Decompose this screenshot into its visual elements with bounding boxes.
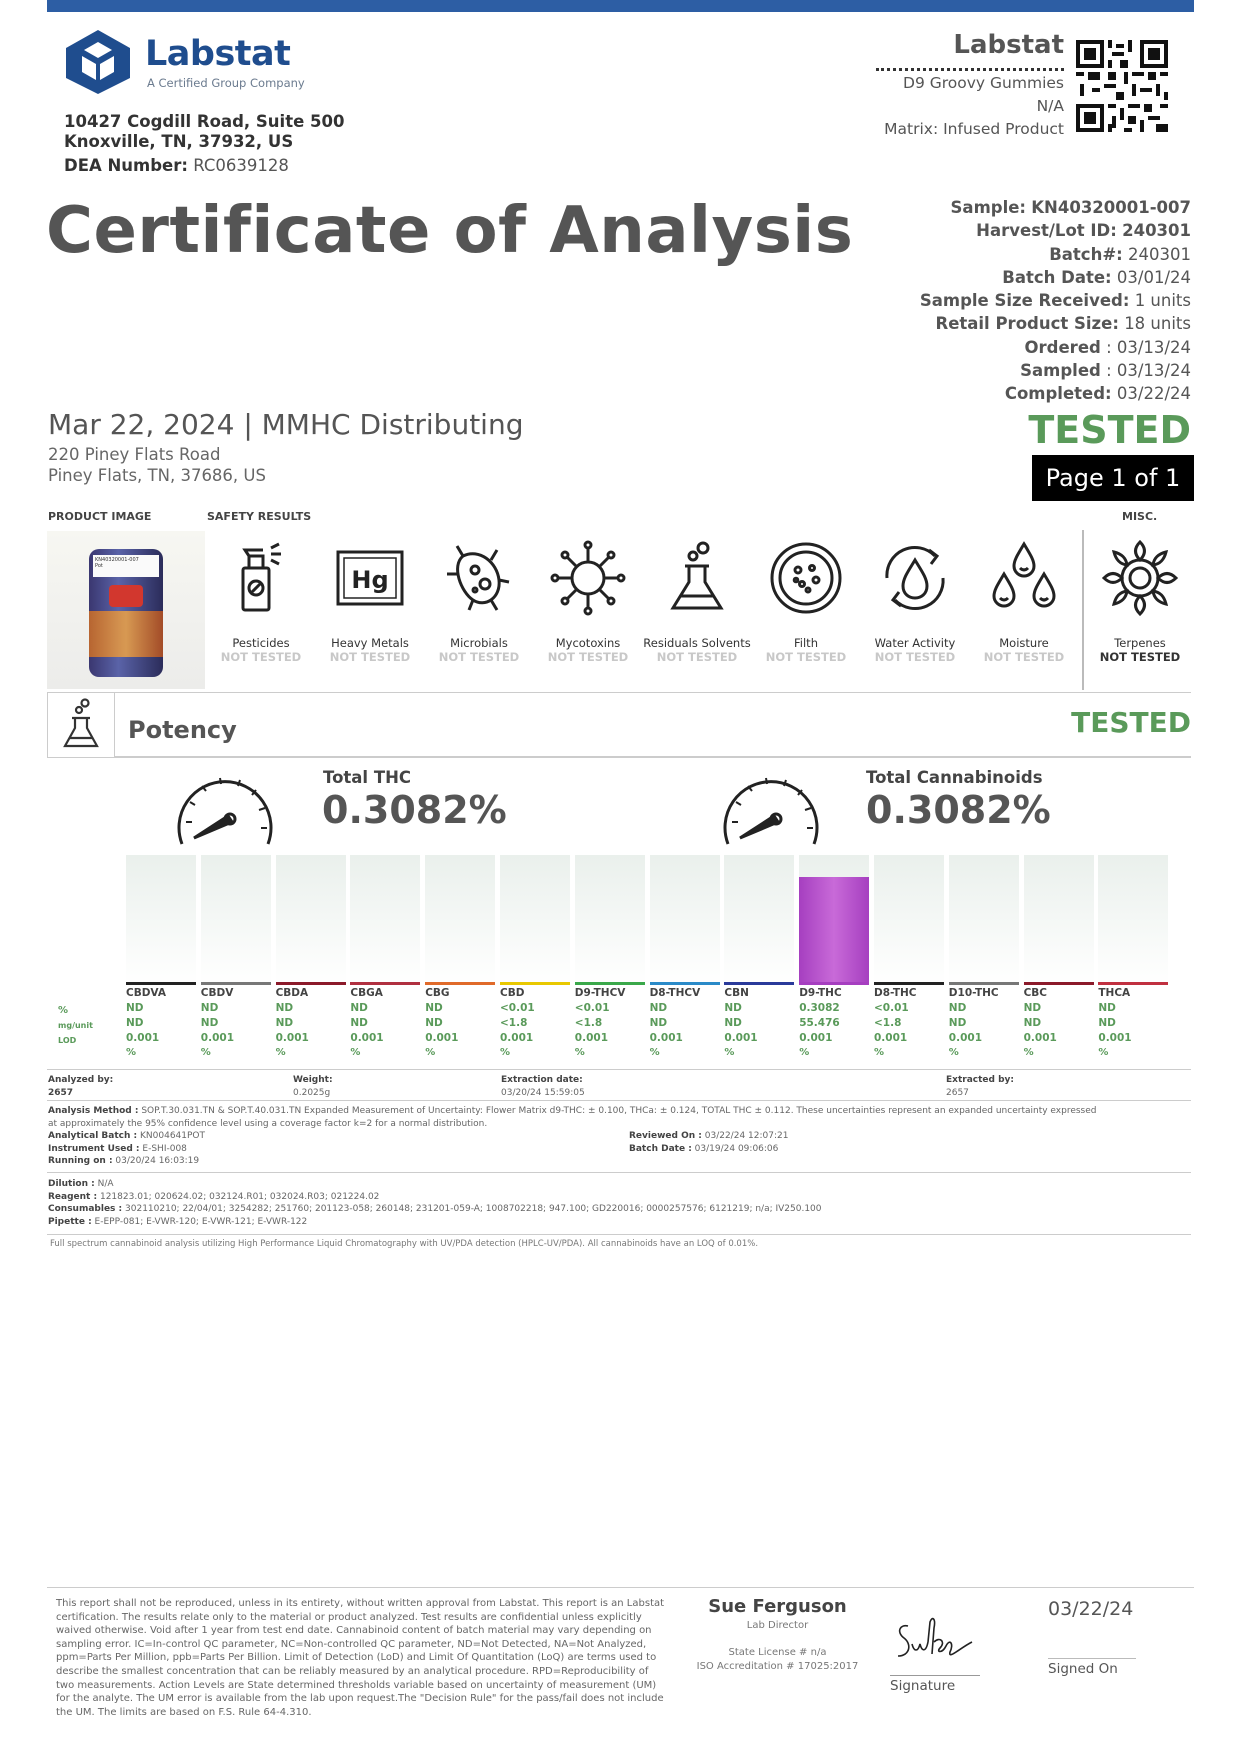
divider [47,1069,1191,1070]
batch-label: Analytical Batch : [48,1131,138,1141]
sample-info-row [920,289,1191,312]
analyte-lod: 0.001 [574,1032,609,1044]
bar-accent-line [350,982,420,985]
batch-value: KN004641POT [140,1131,205,1141]
safety-status: NOT TESTED [874,650,956,664]
bar-background [1024,855,1094,985]
analyte-mg-unit: <1.8 [574,1017,603,1029]
bar-background [650,855,720,985]
potency-title: Potency [128,716,237,744]
safety-status: NOT TESTED [656,650,738,664]
petri-dish-icon [766,538,846,618]
jar-sample-sub: Pot [95,563,103,569]
analyte-lod: 0.001 [874,1032,908,1044]
sample-info-value: KN40320001-007 [1031,198,1191,217]
safety-name: Residuals Solvents [643,636,751,650]
dilution-label: Dilution : [48,1179,95,1189]
reviewed-value: 03/22/24 12:07:21 [704,1131,789,1141]
analyte-mg-unit: <1.8 [500,1017,528,1029]
sample-info-value: 03/01/24 [1116,267,1191,287]
analyte-mg-unit: ND [1098,1017,1116,1029]
sample-info-value: 1 units [1134,291,1191,311]
sample-info-value: 240301 [1122,221,1191,241]
safety-status: NOT TESTED [220,650,302,664]
instrument-label: Instrument Used : [48,1143,140,1154]
sample-info-row [920,359,1191,382]
sample-info-row [920,312,1191,335]
analyte-lod-unit: % [350,1047,361,1058]
safety-name: Water Activity [874,636,956,650]
analyte-lod: 0.001 [500,1032,534,1044]
sample-info-label: Harvest/Lot ID: [976,221,1117,241]
sample-info-value: 240301 [1128,244,1191,264]
analyte-percent: ND [948,1002,967,1014]
analyte-mg-unit: 55.476 [799,1017,840,1029]
total-thc-value: 0.3082% [322,788,507,832]
bar-accent-line [201,982,271,985]
client-address-line2: Piney Flats, TN, 37686, US [48,466,266,485]
analyte-lod: 0.001 [724,1032,758,1044]
dilution-value: N/A [97,1179,114,1189]
running-label: Running on : [48,1156,113,1166]
analyte-mg-unit: ND [724,1017,742,1029]
bar-background [276,855,346,985]
safety-item-heavy-metals [316,538,424,664]
analyte-percent: ND [649,1002,668,1014]
flask-icon [657,538,737,618]
gauge-icon [170,768,280,858]
total-cannabinoids-value: 0.3082% [866,788,1051,832]
analyte-percent: ND [1023,1002,1042,1014]
analyte-lod-unit: % [649,1047,660,1058]
method-text-continued: at approximately the 95% confidence level using a coverage factor k=2 for a normal distribution. [48,1118,488,1129]
reagents-info [48,1178,822,1228]
signature-label: Signature [890,1678,956,1694]
sample-info-value: : 03/13/24 [1106,337,1191,357]
signer-role: Lab Director [746,1620,809,1631]
client-heading: Mar 22, 2024 | MMHC Distributing [48,408,524,441]
extraction-date-value: 03/20/24 15:59:05 [501,1087,585,1098]
sample-info-row [920,196,1191,219]
review-info [629,1130,788,1155]
top-accent-bar [47,0,1194,12]
analyte-percent: ND [425,1002,443,1014]
analyte-mg-unit: ND [948,1017,967,1029]
bar-accent-line [425,982,495,985]
instrument-value: E-SHI-008 [142,1143,187,1154]
signer-credentials [690,1646,865,1674]
safety-status: NOT TESTED [438,650,520,664]
signer-name: Sue Ferguson [708,1596,847,1617]
analyte-mg-unit: ND [1023,1017,1042,1029]
jar-product-band [89,611,163,657]
gauge-icon [716,768,826,858]
bar-accent-line [1098,982,1168,985]
analyte-lod-unit: % [574,1047,585,1058]
divider [47,1172,1191,1173]
jar-sample-id: KN40320001-007 [95,557,139,563]
sample-info-row [920,266,1191,289]
disclaimer: This report shall not be reproduced, unless in its entirety, without written approval from Labstat. This report is an Labstat certification. The results relate only to the material or product analyzed. Test results are confidential unless explicitly waived otherwise. Void after 1 year from test end date. Cannabinoid content of batch material may vary depending on sampling error. IC=In-control QC parameter, NC=Non-controlled QC parameter, ND=Not Detected, NA=Not Analyzed, ppm=Parts Per Million, ppb=Parts Per Billion. Limit of Detection (LoD) and Limit Of Quantitation (LoQ) are terms used to describe the smallest concentration that can be reliably measured by an analytical procedure. RPD=Reproducibility of two measurements. Action Levels are State determined thresholds variable based on uncertainty of measurement (UM) for the analyte. The UM error is available from the lab upon request.The "Decision Rule" for the pass/fail does not include the UM. The limits are based on F.S. Rule 64-4.310. [56,1598,665,1718]
total-cannabinoids-label: Total Cannabinoids [866,768,1043,787]
spray-bottle-icon [221,538,301,618]
logo-tagline: A Certified Group Company [147,76,305,90]
analyte-lod-unit: % [948,1047,959,1058]
analyte-mg-unit: ND [425,1017,443,1029]
safety-name: Mycotoxins [555,636,621,650]
analyte-lod-unit: % [126,1047,137,1058]
bar-accent-line [276,982,346,985]
analyte-name: CBN [724,987,749,999]
analyte-lod-unit: % [1023,1047,1034,1058]
reagent-value: 121823.01; 020624.02; 032124.R01; 032024.R03; 021224.02 [99,1191,380,1202]
analyte-lod-unit: % [425,1047,436,1058]
qr-code-icon[interactable] [1076,40,1168,132]
signed-date: 03/22/24 [1048,1598,1134,1620]
divider [47,1100,1191,1101]
divider [47,1234,1191,1235]
sample-info-value: : 03/13/24 [1106,361,1191,381]
bar-accent-line [575,982,645,985]
analyte-name: D8-THCV [649,987,701,999]
safety-item-mycotoxins [534,538,642,664]
sample-info-label: Sample: [950,198,1027,217]
bar-background [425,855,495,985]
overall-status: TESTED [1028,408,1191,452]
analyte-percent: <0.01 [500,1002,535,1014]
bar-background [201,855,271,985]
signature-line [890,1675,980,1676]
sample-info-value: 18 units [1124,314,1191,334]
svg-text:Hg: Hg [351,566,389,594]
sample-info-label: Completed: [1004,384,1112,404]
analyte-lod-unit: % [799,1047,810,1058]
gummy-jar-image [89,549,163,677]
safety-item-pesticides [207,538,315,664]
product-image[interactable] [47,531,205,689]
bar-accent-line [126,982,196,985]
analyte-lod: 0.001 [350,1032,384,1044]
logo-name: Labstat [145,34,291,74]
safety-item-moisture [970,538,1078,664]
brand-name: Labstat [953,30,1064,60]
bar-accent-line [799,982,869,985]
analyte-lod-unit: % [874,1047,885,1058]
flask-icon [47,692,115,758]
analyte-name: CBDVA [126,987,166,999]
bar-accent-line [949,982,1019,985]
sample-info-row [920,219,1191,242]
safety-item-water-activity [861,538,969,664]
safety-name: Filth [794,636,818,650]
potency-status: TESTED [1071,706,1191,739]
flower-icon [1100,538,1180,618]
analyzed-by-label: Analyzed by: [48,1075,114,1085]
consumables-value: 302110210; 22/04/01; 3254282; 251760; 201123-058; 260148; 231201-059-A; 1008702218; 947.100; GD220016; 0000257576; 6121219; n/a; IV250.100 [125,1204,822,1214]
method-label: Analysis Method : [48,1106,139,1116]
safety-status: NOT TESTED [765,650,847,664]
potency-header-underline [115,756,1191,758]
weight-value: 0.2025g [293,1087,331,1098]
analyte-lod-unit: % [200,1047,211,1058]
microbe-icon [439,538,519,618]
dea-label: DEA Number: [64,156,188,175]
hg-element-icon [330,538,410,618]
weight-label: Weight: [293,1075,333,1085]
analyte-name: D9-THC [799,987,842,999]
extracted-by-label: Extracted by: [946,1075,1014,1085]
misc-label: MISC. [1122,510,1158,523]
virus-icon [548,538,628,618]
analyte-percent: ND [1098,1002,1116,1014]
sample-info-label: Batch Date: [1002,267,1112,287]
reagent-label: Reagent : [48,1191,98,1202]
weight [293,1074,333,1099]
sample-info [920,196,1191,406]
analyte-name: CBDA [275,987,309,999]
bar-background [949,855,1019,985]
lab-address-line1: 10427 Cogdill Road, Suite 500 [64,112,345,131]
analyte-name: CBGA [350,987,383,999]
analyte-lod-unit: % [724,1047,735,1058]
analyte-percent: ND [126,1002,144,1014]
safety-status: NOT TESTED [547,650,629,664]
sample-info-row [920,382,1191,405]
analyte-name: D9-THCV [574,987,626,999]
analyte-mg-unit: ND [200,1017,219,1029]
analyte-lod-unit: % [275,1047,286,1058]
client-address [48,444,266,486]
bar-d9-thc [799,877,869,985]
analyte-percent: ND [275,1002,294,1014]
method-text: SOP.T.30.031.TN & SOP.T.40.031.TN Expanded Measurement of Uncertainty: Flower Matrix d9-THC: ± 0.100, THCa: ± 0.124, TOTAL THC ± 0.112. These uncertainties represent an expanded uncertainty expressed [141,1106,1097,1116]
analyte-name: CBDV [200,987,234,999]
bar-background [1098,855,1168,985]
labstat-logo [62,28,322,98]
analyte-name: CBD [500,987,525,999]
extracted-by-value: 2657 [946,1087,969,1098]
analyte-name: THCA [1098,987,1131,999]
sample-info-label: Sampled [1020,361,1101,381]
analyte-percent: ND [200,1002,219,1014]
jar-brand-logo [109,585,143,607]
analyte-percent: 0.3082 [799,1002,840,1014]
droplets-icon [984,538,1064,618]
bar-accent-line [874,982,944,985]
dea-number [64,156,289,175]
analyte-mg-unit: ND [275,1017,294,1029]
page-title: Certificate of Analysis [46,194,854,268]
extraction-date-label: Extraction date: [501,1075,583,1085]
misc-name: Terpenes [1114,636,1166,650]
bar-accent-line [650,982,720,985]
consumables-label: Consumables : [48,1204,123,1214]
analyte-percent: ND [724,1002,742,1014]
analyte-lod: 0.001 [1023,1032,1057,1044]
analyte-lod: 0.001 [649,1032,683,1044]
product-matrix: Matrix: Infused Product [884,120,1064,138]
batch-date-value: 03/19/24 09:06:06 [694,1143,779,1154]
analyte-percent: <0.01 [874,1002,909,1014]
analyte-lod: 0.001 [948,1032,983,1044]
water-cycle-icon [875,538,955,618]
safety-name: Microbials [450,636,508,650]
safety-item-residual-solvents [643,538,751,664]
cannabinoid-bar-chart [126,855,1186,985]
running-value: 03/20/24 16:03:19 [115,1156,200,1166]
signed-on-label: Signed On [1048,1661,1118,1677]
misc-item-terpenes [1086,538,1194,664]
lab-address [64,112,344,152]
product-name: D9 Groovy Gummies [903,74,1064,92]
client-address-line1: 220 Piney Flats Road [48,445,221,464]
safety-name: Heavy Metals [331,636,409,650]
analyte-mg-unit: ND [350,1017,368,1029]
product-header [876,30,1064,141]
analyte-mg-unit: <1.8 [874,1017,902,1029]
bar-accent-line [724,982,794,985]
extracted-by [946,1074,1014,1099]
iso-accreditation: ISO Accreditation # 17025:2017 [696,1661,859,1672]
safety-item-filth [752,538,860,664]
analyte-lod: 0.001 [275,1032,309,1044]
pipette-value: E-EPP-081; E-VWR-120; E-VWR-121; E-VWR-122 [94,1216,308,1227]
page-badge: Page 1 of 1 [1032,455,1194,501]
bar-background [500,855,570,985]
signature-image [890,1608,980,1668]
analyte-lod-unit: % [500,1047,511,1058]
bar-background [575,855,645,985]
misc-status: NOT TESTED [1099,650,1181,664]
extraction-date [501,1074,585,1099]
labstat-logo-mark-icon [62,28,134,96]
pipette-label: Pipette : [48,1216,92,1227]
bar-background [126,855,196,985]
analyte-name: D10-THC [948,987,999,999]
bar-background [350,855,420,985]
analyzed-by [48,1074,113,1099]
analyte-lod: 0.001 [799,1032,833,1044]
bar-background [724,855,794,985]
sample-info-value: 03/22/24 [1116,384,1191,404]
product-sub: N/A [1036,97,1064,115]
jar-sample-label [93,555,159,577]
analyte-percent: <0.01 [574,1002,610,1014]
product-image-label: PRODUCT IMAGE [48,510,152,523]
analyte-mg-unit: ND [649,1017,668,1029]
safety-name: Moisture [999,636,1049,650]
safety-status: NOT TESTED [983,650,1065,664]
bar-accent-line [500,982,570,985]
sample-info-label: Retail Product Size: [935,314,1119,334]
bar-background [874,855,944,985]
analyte-lod: 0.001 [200,1032,235,1044]
signed-line [1048,1658,1136,1659]
analyte-name: CBG [425,987,450,999]
state-license: State License # n/a [728,1647,827,1658]
batch-date-label: Batch Date : [629,1143,692,1154]
reviewed-label: Reviewed On : [629,1131,702,1141]
sample-info-label: Ordered [1024,337,1101,357]
footer-divider [47,1587,1194,1588]
analyzed-by-value: 2657 [48,1087,74,1098]
sample-info-row [920,243,1191,266]
analyte-mg-unit: ND [126,1017,144,1029]
method-note: Full spectrum cannabinoid analysis utilizing High Performance Liquid Chromatography with UV/PDA detection (HPLC-UV/PDA). All cannabinoids have an LOQ of 0.01%. [50,1239,759,1249]
analyte-name: CBC [1023,987,1048,999]
safety-item-microbials [425,538,533,664]
analyte-name: D8-THC [874,987,917,999]
misc-divider [1082,530,1084,690]
bar-accent-line [1024,982,1094,985]
safety-name: Pesticides [232,636,290,650]
analyte-percent: ND [350,1002,368,1014]
dea-value: RC0639128 [193,156,289,175]
potency-icon-box [47,692,115,758]
analyte-lod: 0.001 [1098,1032,1132,1044]
analyte-lod-unit: % [1098,1047,1109,1058]
analyte-lod: 0.001 [126,1032,160,1044]
sample-info-label: Sample Size Received: [919,291,1130,311]
percent-row-label: % [58,1005,69,1016]
sample-info-row [920,336,1191,359]
mg-row-label: mg/unit [58,1021,93,1030]
lab-address-line2: Knoxville, TN, 37932, US [64,132,294,151]
lod-row-label: LOD [58,1036,77,1045]
sample-info-label: Batch#: [1049,244,1123,264]
analyte-lod: 0.001 [425,1032,459,1044]
total-thc-label: Total THC [323,768,411,787]
safety-results-label: SAFETY RESULTS [207,510,312,523]
analysis-method [48,1105,1193,1130]
safety-status: NOT TESTED [329,650,411,664]
analysis-batch-info [48,1130,205,1168]
